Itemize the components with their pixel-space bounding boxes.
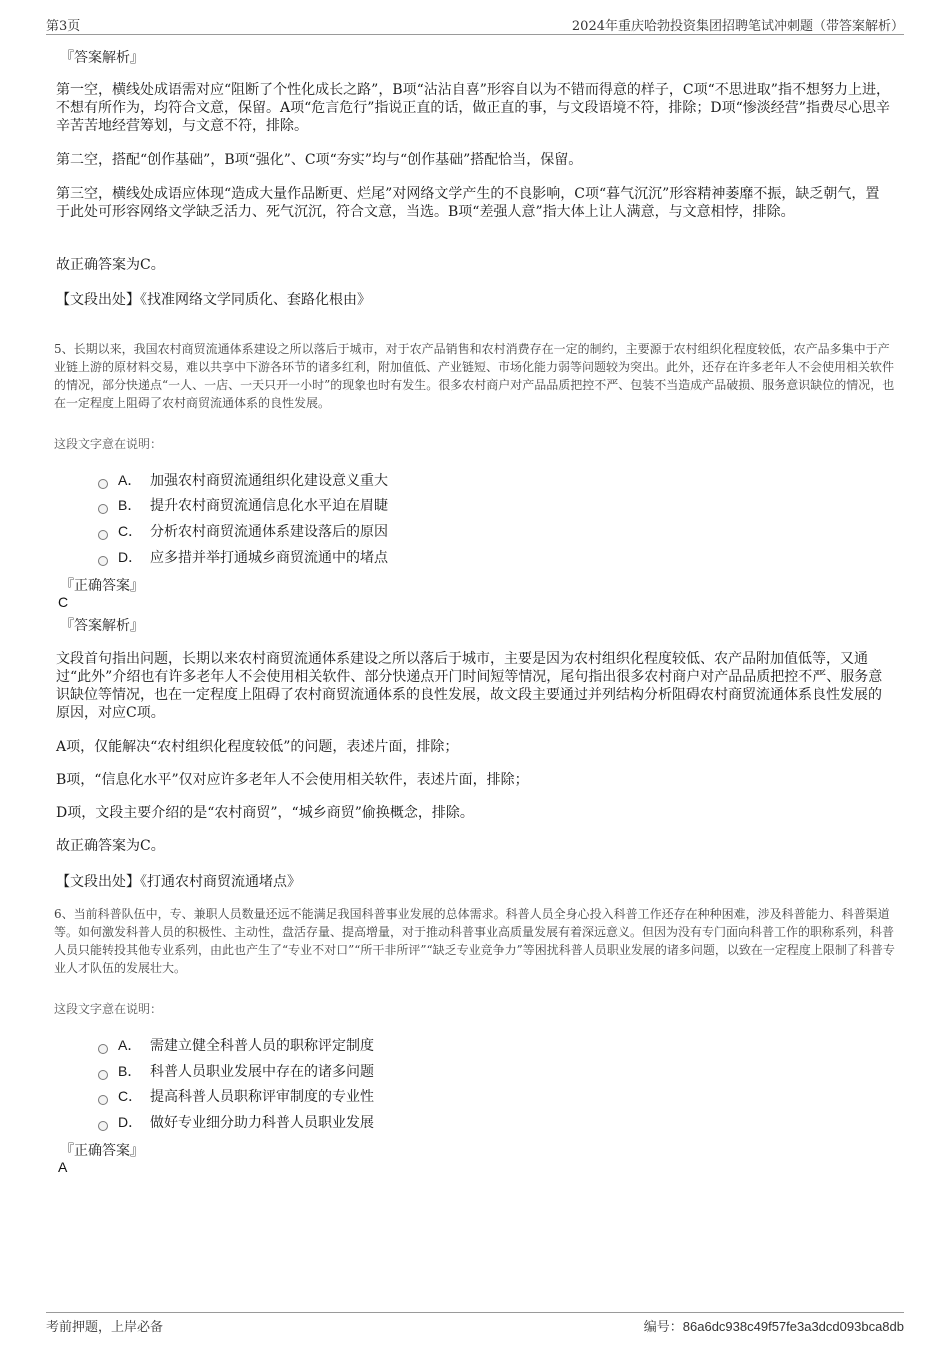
q5-option-a[interactable]: A． 加强农村商贸流通组织化建设意义重大 [98,470,388,490]
q5-analysis-p3: B项，“信息化水平”仅对应许多老年人不会使用相关软件，表述片面，排除； [56,772,529,788]
radio-icon[interactable] [98,1121,108,1131]
q5-question: 5、长期以来，我国农村商贸流通体系建设之所以落后于城市，对于农产品销售和农村消费存在一定的制约，主要源于农村组织化程度较低，农产品多集中于产业链上游的原材料交易，难以共享中下游各环节的诸多红利，附加值低、产业链短、市场化能力弱等问题较为突出。此外，还存在许多老年人不会使用相关软件的情况，部分快递点“一人、一店、一天只开一小时”的现象也时有发生。很多农村商户对产品品质把控不严、包装不当造成产品破损、服务意识缺位的情况，也在一定程度上阻碍了农村商贸流通体系的良性发展。 [54,342,895,410]
q5-answer-label: 『正确答案』 [60,578,144,594]
radio-icon[interactable] [98,479,108,489]
q4-analysis-p3: 第三空，横线处成语应体现“造成大量作品断更、烂尾”对网络文学产生的不良影响，C项“暮气沉沉”形容精神萎靡不振，缺乏朝气，置于此处可形容网络文学缺乏活力、死气沉沉，符合文意，当选。B项“差强人意”指大体上让人满意，与文意相悖，排除。 [56,186,880,220]
q5-analysis-label: 『答案解析』 [60,618,144,634]
q6-answer: A [58,1159,68,1175]
q6-question: 6、当前科普队伍中，专、兼职人员数量还远不能满足我国科普事业发展的总体需求。科普人员全身心投入科普工作还存在种种困难，涉及科普能力、科普渠道等。如何激发科普人员的积极性、主动性，盘活存量、提高增量，对于推动科普事业高质量发展有着深远意义。但因为没有专门面向科普工作的职称系列，科普人员只能转投其他专业系列，由此也产生了“专业不对口”“所干非所评”“缺乏专业竞争力”等困扰科普人员职业发展的诸多问题，以致在一定程度上限制了科普专业人才队伍的发展壮大。 [54,907,895,975]
q6-prompt: 这段文字意在说明： [54,1002,163,1016]
radio-icon[interactable] [98,1044,108,1054]
radio-icon[interactable] [98,556,108,566]
radio-icon[interactable] [98,1095,108,1105]
q4-analysis-label: 『答案解析』 [60,50,144,66]
q6-option-d[interactable]: D． 做好专业细分助力科普人员职业发展 [98,1112,374,1132]
radio-icon[interactable] [98,504,108,514]
q6-option-a[interactable]: A． 需建立健全科普人员的职称评定制度 [98,1035,374,1055]
q4-conclusion: 故正确答案为C。 [56,257,165,273]
radio-icon[interactable] [98,530,108,540]
q5-source: 【文段出处】《打通农村商贸流通堵点》 [56,874,301,890]
footer-slogan: 考前押题，上岸必备 [46,1320,164,1335]
q5-conclusion: 故正确答案为C。 [56,838,165,854]
document-title: 2024年重庆哈勃投资集团招聘笔试冲刺题（带答案解析） [571,19,904,34]
page-number: 第3页 [46,19,81,34]
q6-answer-label: 『正确答案』 [60,1143,144,1159]
page-footer [46,1312,904,1335]
q5-answer: C [58,594,69,610]
page-header [46,14,904,35]
q4-analysis-p1: 第一空，横线处成语需对应“阻断了个性化成长之路”，B项“沾沾自喜”形容自以为不错而得意的样子，C项“不思进取”指不想努力上进，不想有所作为，均符合文意，保留。A项“危言危行”指说正直的话，做正直的事，与文段语境不符，排除；D项“惨淡经营”指费尽心思辛辛苦苦地经营筹划，与文意不符，排除。 [56,82,890,134]
q5-analysis-p2: A项，仅能解决“农村组织化程度较低”的问题，表述片面，排除； [56,739,459,755]
q5-analysis-p4: D项，文段主要介绍的是“农村商贸”，“城乡商贸”偷换概念，排除。 [56,805,474,821]
q5-option-b[interactable]: B． 提升农村商贸流通信息化水平迫在眉睫 [98,495,388,515]
q5-option-c[interactable]: C． 分析农村商贸流通体系建设落后的原因 [98,521,388,541]
radio-icon[interactable] [98,1070,108,1080]
q4-analysis-p2: 第二空，搭配“创作基础”，B项“强化”、C项“夯实”均与“创作基础”搭配恰当，保留。 [56,152,583,168]
q6-option-b[interactable]: B． 科普人员职业发展中存在的诸多问题 [98,1061,374,1081]
q5-analysis-p1: 文段首句指出问题，长期以来农村商贸流通体系建设之所以落后于城市，主要是因为农村组织化程度较低、农产品附加值低等，又通过“此外”介绍也有许多老年人不会使用相关软件、部分快递点开门时间短等情况，尾句指出很多农村商户对产品品质把控不严、服务意识缺位等情况，也在一定程度上阻碍了农村商贸流通体系的良性发展，故文段主要通过并列结构分析阻碍农村商贸流通体系良性发展的原因，对应C项。 [56,651,883,721]
document-id: 编号：86a6dc938c49f57fe3a3dcd093bca8db [643,1319,904,1334]
q4-source: 【文段出处】《找准网络文学同质化、套路化根由》 [56,292,371,308]
q5-option-d[interactable]: D． 应多措并举打通城乡商贸流通中的堵点 [98,547,388,567]
q5-prompt: 这段文字意在说明： [54,437,163,451]
q6-option-c[interactable]: C． 提高科普人员职称评审制度的专业性 [98,1086,374,1106]
